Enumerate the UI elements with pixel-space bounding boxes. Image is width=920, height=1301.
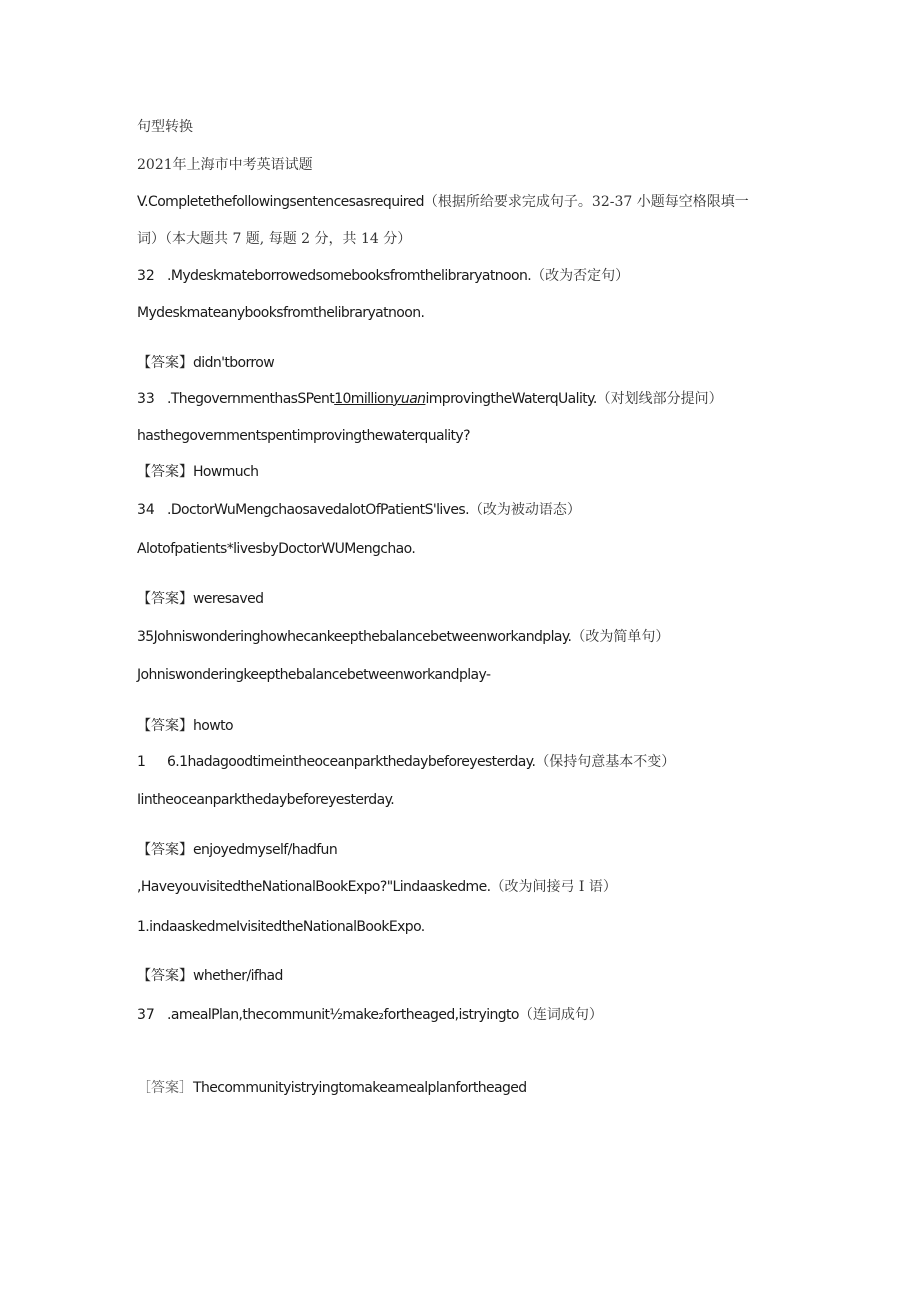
question-35-prompt (137, 628, 669, 646)
question-35-blank: Johniswonderingkeepthebalancebetweenworkandplay- (137, 667, 491, 683)
question-text: .Mydeskmateborrowedsomebooksfromthelibraryatnoon. (167, 268, 532, 284)
answer-text: weresaved (193, 591, 264, 607)
answer-label: 【答案】 (137, 355, 193, 371)
answer-label: 【答案】 (137, 968, 193, 984)
section-heading: 句型转换 (137, 119, 193, 135)
question-text: 35Johniswonderinghowhecankeepthebalancebetweenworkandplay. (137, 629, 572, 645)
question-number: 33 (137, 391, 155, 407)
question-33-answer (137, 463, 258, 481)
exam-title-text: 2021年上海市中考英语试题 (137, 157, 313, 173)
question-32-answer (137, 354, 274, 372)
question-indirect-speech-prompt (137, 878, 617, 896)
question-instruction: （改为间接弓 I 语） (490, 879, 617, 895)
question-37-answer (137, 1079, 527, 1097)
question-indirect-speech-answer (137, 967, 283, 985)
question-text: 6.1hadagoodtimeintheoceanparkthedaybeforeyesterday. (167, 754, 536, 770)
instruction-cn-1: （根据所给要求完成句子。32-37 小题每空格限填一 (423, 194, 749, 210)
answer-text: Howmuch (193, 464, 259, 480)
answer-label: 【答案】 (137, 464, 193, 480)
question-34-answer (137, 590, 263, 608)
question-text: .amealPlan,thecommunit½make₂fortheaged,istryingto (167, 1007, 519, 1023)
instruction-cn-2: 词）（本大题共 7 题, 每题 2 分，共 14 分） (137, 231, 412, 247)
question-indirect-speech-blank: 1.indaaskedmeIvisitedtheNationalBookExpo. (137, 919, 425, 935)
question-instruction: （改为被动语态） (468, 502, 581, 518)
answer-text: Thecommunityistryingtomakeamealplanfortheaged (193, 1080, 527, 1096)
question-37-prompt (137, 1006, 603, 1024)
question-instruction: （对划线部分提问） (596, 391, 723, 407)
underlined-currency: yuan (393, 391, 426, 407)
question-33-prompt (137, 390, 723, 408)
question-36-prompt (137, 753, 675, 771)
instruction-line-2 (137, 230, 411, 248)
question-number: 37 (137, 1007, 155, 1023)
question-instruction: （保持句意基本不变） (535, 754, 676, 770)
question-text-post: improvingtheWaterqUality. (425, 391, 597, 407)
question-36-blank: Iintheoceanparkthedaybeforeyesterday. (137, 792, 395, 808)
question-instruction: （连词成句） (518, 1007, 603, 1023)
question-32-prompt (137, 267, 629, 285)
instruction-en: V.Completethefollowingsentencesasrequired (137, 194, 424, 210)
answer-text: whether/ifhad (193, 968, 283, 984)
question-text-pre: .ThegovernmenthasSPent (167, 391, 335, 407)
question-32-blank: Mydeskmateanybooksfromthelibraryatnoon. (137, 305, 425, 321)
question-number: 32 (137, 268, 155, 284)
exam-title (137, 156, 313, 174)
question-number: 1 (137, 754, 146, 770)
answer-text: howto (193, 718, 233, 734)
underlined-amount: 10million (334, 391, 394, 407)
answer-text: didn'tborrow (193, 355, 275, 371)
question-text: ,HaveyouvisitedtheNationalBookExpo?"Lindaaskedme. (137, 879, 491, 895)
question-36-answer (137, 841, 337, 859)
instruction-line-1 (137, 193, 749, 211)
answer-text: enjoyedmyself/hadfun (193, 842, 338, 858)
answer-label: 【答案】 (137, 591, 193, 607)
answer-label: 【答案】 (137, 842, 193, 858)
question-instruction: （改为否定句） (531, 268, 630, 284)
question-instruction: （改为简单句） (571, 629, 670, 645)
underlined-part (334, 391, 425, 407)
question-34-blank: Alotofpatients*livesbyDoctorWUMengchao. (137, 541, 416, 557)
question-number: 34 (137, 502, 155, 518)
question-34-prompt (137, 501, 581, 519)
answer-label: 【答案】 (137, 718, 193, 734)
question-33-blank: hasthegovernmentspentimprovingthewaterquality? (137, 428, 470, 444)
question-text: .DoctorWuMengchaosavedalotOfPatientS'lives. (167, 502, 469, 518)
question-35-answer (137, 717, 233, 735)
answer-label: ［答案］ (137, 1080, 193, 1096)
